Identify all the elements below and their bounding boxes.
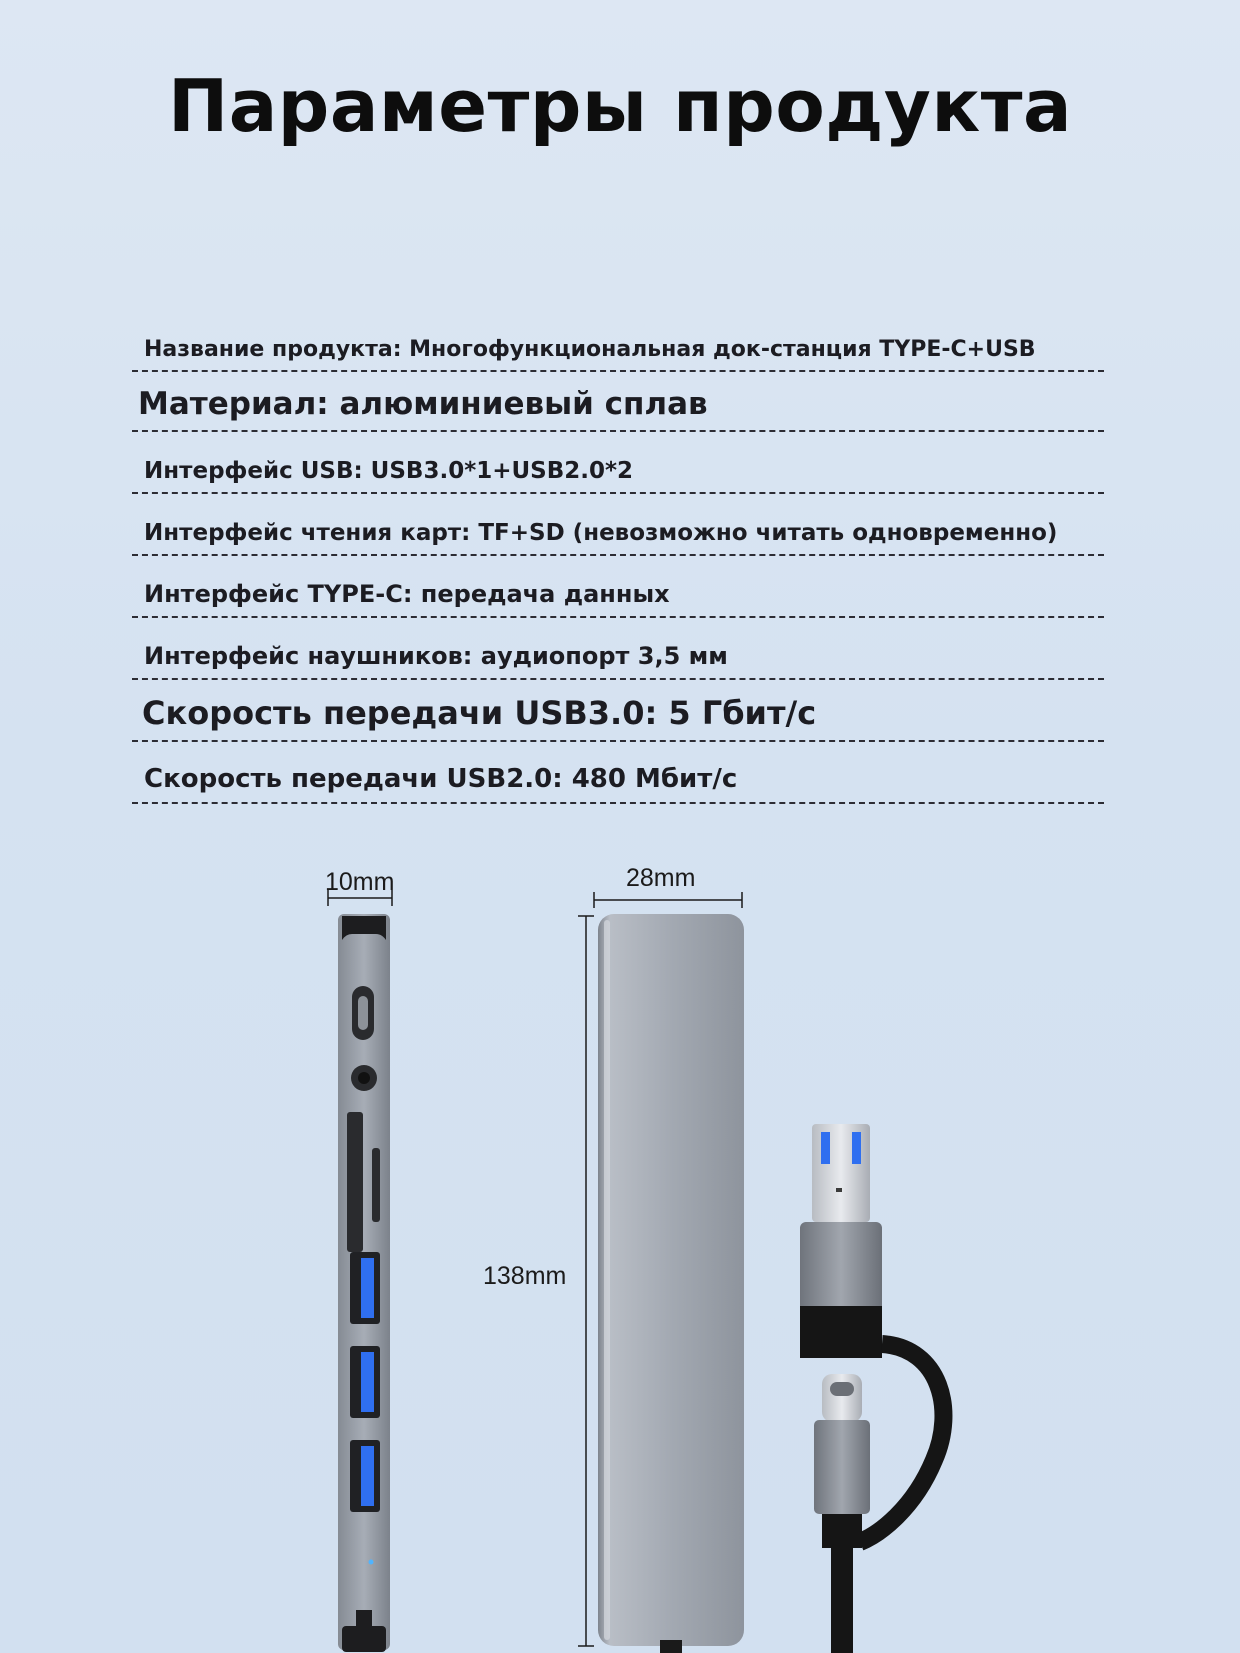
hub-illustration <box>0 850 1240 1653</box>
length-label: 138mm <box>483 1262 567 1290</box>
spec-list <box>132 320 1104 804</box>
usb-port-1 <box>350 1252 380 1324</box>
spec-row-usb-interface <box>132 432 1104 494</box>
hub-front-view <box>598 914 744 1653</box>
page-title: Параметры продукта <box>167 64 1073 148</box>
depth-label: 28mm <box>626 864 696 892</box>
hub-side-view <box>338 914 390 1652</box>
spec-row-usb3-speed <box>132 680 1104 742</box>
spec-text: Скорость передачи USB2.0: 480 Мбит/с <box>144 764 738 794</box>
spec-text: Интерфейс наушников: аудиопорт 3,5 мм <box>144 642 728 670</box>
spec-text: Скорость передачи USB3.0: 5 Гбит/с <box>142 694 817 732</box>
spec-row-headphone <box>132 618 1104 680</box>
spec-row-type-c <box>132 556 1104 618</box>
spec-text: Интерфейс USB: USB3.0*1+USB2.0*2 <box>144 458 634 484</box>
spec-row-card-reader <box>132 494 1104 556</box>
usb-port-2 <box>350 1346 380 1418</box>
length-dimension-line <box>578 916 594 1646</box>
spec-text: Интерфейс чтения карт: TF+SD (невозможно читать одновременно) <box>144 520 1058 546</box>
dual-head-cable <box>800 1124 943 1653</box>
usb-port-3 <box>350 1440 380 1512</box>
spec-row-material <box>132 372 1104 432</box>
spec-row-product-name <box>132 320 1104 372</box>
width-label: 10mm <box>325 868 395 896</box>
spec-text: Материал: алюминиевый сплав <box>138 386 708 422</box>
spec-text: Название продукта: Многофункциональная док-станция TYPE-C+USB <box>144 337 1036 362</box>
spec-text: Интерфейс TYPE-C: передача данных <box>144 580 670 608</box>
spec-row-usb2-speed <box>132 742 1104 804</box>
product-figure <box>0 850 1240 1653</box>
depth-dimension-line <box>594 892 742 908</box>
